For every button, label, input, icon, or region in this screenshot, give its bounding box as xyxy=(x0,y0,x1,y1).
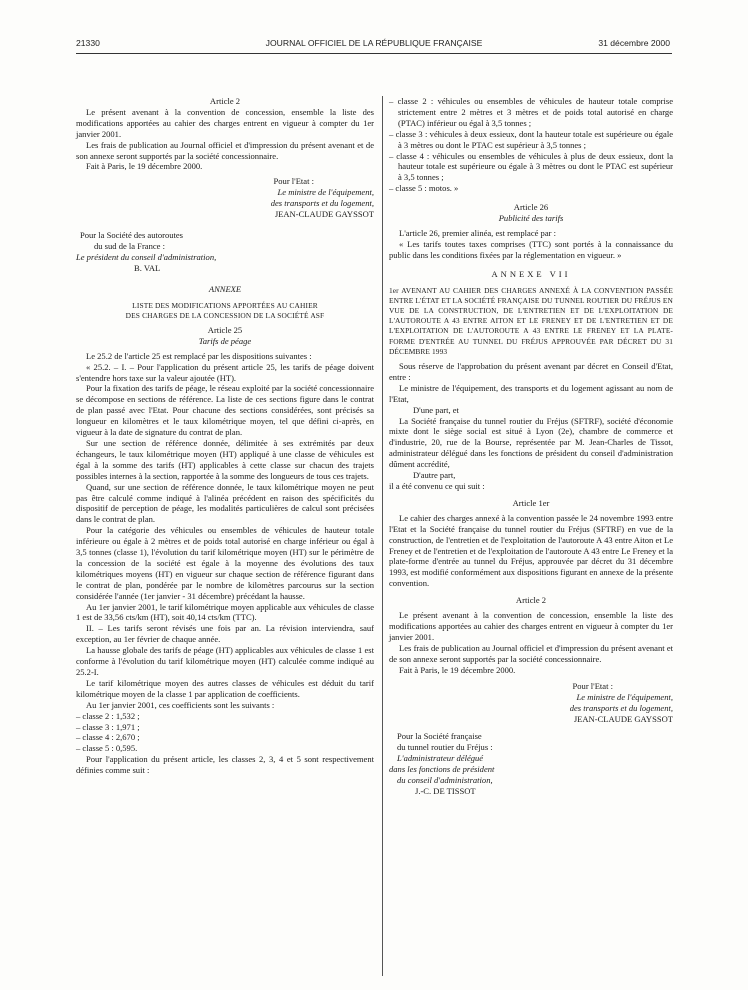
paragraph: Sous réserve de l'approbation du présent avenant par décret en Conseil d'Etat, entre : xyxy=(389,361,673,382)
place-date: Fait à Paris, le 19 décembre 2000. xyxy=(399,664,516,675)
article-heading: Article 2 xyxy=(515,595,547,606)
paragraph: Quand, sur une section de référence donnée, le taux kilométrique moyen ne peut pas être calculé comme indiqué à l'alinéa précédent en raison des spécificités du dispositif de perception de péage, les modalités particulières de calcul sont précisées dans le contrat de plan. xyxy=(76,481,374,525)
signature-line: du conseil d'administration, xyxy=(397,774,493,785)
signature-line: Pour la Société française xyxy=(397,731,482,742)
signature-line: Le ministre de l'équipement, xyxy=(576,692,673,703)
page-number: 21330 xyxy=(76,38,100,48)
article-heading: Article 2 xyxy=(209,96,241,106)
signature-line: Pour l'Etat : xyxy=(572,681,613,692)
journal-title: JOURNAL OFFICIEL DE LA RÉPUBLIQUE FRANÇAISE xyxy=(265,38,483,48)
paragraph: D'une part, et xyxy=(413,404,459,415)
list-item: – classe 4 : véhicules ou ensembles de véhicules à plus de deux essieux, dont la hauteur totale est supérieure ou égale à 3 mètres ou dont le PTAC est supérieur à 3,5 tonnes ; xyxy=(389,150,673,183)
annexe-subtitle: 1er AVENANT AU CAHIER DES CHARGES ANNEXÉ À LA CONVENTION PASSÉE ENTRE L'ÉTAT ET LA SOCIÉTÉ FRANÇAISE DU TUNNEL ROUTIER DU FRÉJUS EN VUE DE LA CONSTRUCTION, DE L'ENTRETIEN ET DE L'EXPLOITATION DE L'AUTOROUTE A 43 ENTRE AITON ET LE FRENEY ET DE L'ENTRETIEN ET DE L'EXPLOITATION DE L'AUTOROUTE A 43 ENTRE LE FRENEY ET LA PLATE-FORME D'ENTRÉE AU TUNNEL DU FRÉJUS APPROUVÉE PAR DÉCRET DU 31 DÉCEMBRE 1993 xyxy=(389,285,673,356)
paragraph: Sur une section de référence donnée, délimitée à ses extrémités par deux échangeurs, le taux kilométrique moyen (HT) appliqué à une classe de véhicules est égal à la somme des tarifs (HT) applicables à cette classe sur chacun des trajets possibles internes à la section, rapportée à la somme des longueurs de tous ces trajets. xyxy=(76,437,374,481)
paragraph: Pour la catégorie des véhicules ou ensembles de véhicules de hauteur totale inférieure ou égale à 2 mètres et de poids total autorisé en charge inférieur ou égal à 3,5 tonnes (classe 1), l'évolution du tarif kilométrique moyen (HT) sur le périmètre de la concession de la société est égale à la moyenne des évolutions des taux kilométriques moyens (HT) en vigueur sur chaque section de référence figurant dans le contrat de plan, pondérée par le nombre de kilomètres parcourus sur la section considérée l'année (1er janvier - 31 décembre) précédant la hausse. xyxy=(76,525,374,601)
signature-line: L'administrateur délégué xyxy=(397,752,484,763)
left-column xyxy=(76,96,374,776)
paragraph: Pour la fixation des tarifs de péage, le réseau exploité par la société concessionnaire se décompose en sections de référence. La liste de ces sections figure dans le contrat de plan passé avec l'Etat. Pour chacune des sections considérées, sont précisés sa longueur en kilomètres et le taux kilométrique moyen, tel que défini ci-après, en vigueur à la date de signature du contrat de plan. xyxy=(76,383,374,438)
signature-line: du tunnel routier du Fréjus : xyxy=(397,742,493,753)
signatory-name: JEAN-CLAUDE GAYSSOT xyxy=(274,209,374,220)
annexe-subtitle: DES CHARGES DE LA CONCESSION DE LA SOCIÉTÉ ASF xyxy=(125,310,325,320)
paragraph: L'article 26, premier alinéa, est remplacé par : xyxy=(399,227,556,238)
paragraph: Pour l'application du présent article, les classes 2, 3, 4 et 5 sont respectivement définies comme suit : xyxy=(76,754,374,776)
header-rule xyxy=(76,53,672,54)
signature-line: Le ministre de l'équipement, xyxy=(277,187,374,198)
article-subtitle: Tarifs de péage xyxy=(198,335,252,346)
paragraph: « 25.2. – I. – Pour l'application du présent article 25, les tarifs de péage doivent s'entendre hors taxe sur la valeur ajoutée (HT). xyxy=(76,361,374,383)
column-rule xyxy=(382,96,383,976)
list-item: – classe 2 : 1,532 ; xyxy=(76,710,140,721)
list-item: – classe 3 : véhicules à deux essieux, dont la hauteur totale est supérieure ou égale à 3 mètres ou dont le PTAC est supérieur à 3,5 tonnes ; xyxy=(389,128,673,150)
paragraph: II. – Les tarifs seront révisés une fois par an. La révision interviendra, sauf exception, au 1er février de chaque année. xyxy=(76,623,374,645)
paragraph: Le 25.2 de l'article 25 est remplacé par les dispositions suivantes : xyxy=(86,350,312,361)
list-item: – classe 4 : 2,670 ; xyxy=(76,732,140,743)
annexe-title: ANNEXE VII xyxy=(491,268,571,279)
article-heading: Article 1er xyxy=(512,497,550,508)
paragraph: Le tarif kilométrique moyen des autres classes de véhicules est déduit du tarif kilométrique moyen de la classe 1 par application de coefficients. xyxy=(76,677,374,699)
signatory-name: JEAN-CLAUDE GAYSSOT xyxy=(573,714,673,725)
paragraph: Au 1er janvier 2001, le tarif kilométrique moyen applicable aux véhicules de classe 1 est de 33,56 cts/km (HT), soit 40,14 cts/km (TTC). xyxy=(76,601,374,623)
paragraph: Le présent avenant à la convention de concession, ensemble la liste des modifications apportées au cahier des charges entrent en vigueur à compter du 1er janvier 2001. xyxy=(76,106,374,139)
running-header xyxy=(0,38,748,52)
signatory-name: J.-C. DE TISSOT xyxy=(415,785,476,796)
signature-line: des transports et du logement, xyxy=(270,198,374,209)
list-item: – classe 2 : véhicules ou ensembles de véhicules de hauteur totale comprise strictement entre 2 mètres et 3 mètres et de poids total autorisé en charge (PTAC) inférieur ou égal à 3,5 tonnes ; xyxy=(389,96,673,128)
annexe-title: ANNEXE xyxy=(208,283,242,294)
paragraph: « Les tarifs toutes taxes comprises (TTC) sont portés à la connaissance du public dans les conditions fixées par la réglementation en vigueur. » xyxy=(389,238,673,260)
list-item: – classe 3 : 1,971 ; xyxy=(76,721,140,732)
annexe-subtitle: LISTE DES MODIFICATIONS APPORTÉES AU CAHIER xyxy=(132,300,318,310)
paragraph: Le cahier des charges annexé à la convention passée le 24 novembre 1993 entre l'Etat et la Société française du tunnel routier du Fréjus (SFTRF) en vue de la construction, de l'entretien et de l'exploitation de l'autoroute A 43 entre Aiton et Le Freney et de l'entretien et de l'exploitation de l'autoroute A 43 entre Le Freney et la plate-forme d'entrée au tunnel du Fréjus, approuvée par décret du 31 décembre 1993, est modifié conformément aux dispositions figurant en annexe de la présente convention. xyxy=(389,512,673,589)
article-subtitle: Publicité des tarifs xyxy=(498,213,564,224)
paragraph: Au 1er janvier 2001, ces coefficients sont les suivants : xyxy=(86,699,275,710)
article-heading: Article 25 xyxy=(207,324,243,335)
place-date: Fait à Paris, le 19 décembre 2000. xyxy=(86,161,203,172)
paragraph: La Société française du tunnel routier du Fréjus (SFTRF), société d'économie mixte dont le siège social est situé à Lyon (2e), chambre de commerce et d'industrie, 20, rue de la Bourse, représentée par M. Jean-Charles de Tissot, administrateur délégué dans les fonctions de président du conseil d'administration dûment accrédité, xyxy=(389,415,673,470)
paragraph: Les frais de publication au Journal officiel et d'impression du présent avenant et de son annexe seront supportés par la société concessionnaire. xyxy=(76,139,374,161)
signature-line: Le président du conseil d'administration, xyxy=(76,251,217,262)
signature-line: Pour la Société des autoroutes xyxy=(80,229,184,240)
signatory-name: B. VAL xyxy=(134,262,161,273)
paragraph: D'autre part, xyxy=(413,470,456,481)
signature-line: Pour l'Etat : xyxy=(273,176,314,187)
signature-line: des transports et du logement, xyxy=(569,703,673,714)
issue-date: 31 décembre 2000 xyxy=(598,38,670,48)
list-item: – classe 5 : motos. » xyxy=(389,183,459,194)
paragraph: Les frais de publication au Journal officiel et d'impression du présent avenant et de son annexe seront supportés par la société concessionnaire. xyxy=(389,642,673,664)
paragraph: Le ministre de l'équipement, des transports et du logement agissant au nom de l'Etat, xyxy=(389,382,673,404)
paragraph: il a été convenu ce qui suit : xyxy=(389,480,485,491)
article-heading: Article 26 xyxy=(513,202,549,213)
paragraph: La hausse globale des tarifs de péage (HT) applicables aux véhicules de classe 1 est conforme à l'évolution du tarif kilométrique moyen (HT) calculée comme indiqué au 25.2-I. xyxy=(76,645,374,677)
signature-line: dans les fonctions de président xyxy=(389,763,495,774)
list-item: – classe 5 : 0,595. xyxy=(76,743,138,754)
paragraph: Le présent avenant à la convention de concession, ensemble la liste des modifications apportées au cahier des charges entrent en vigueur à compter du 1er janvier 2001. xyxy=(389,610,673,642)
right-column xyxy=(389,96,673,797)
signature-line: du sud de la France : xyxy=(94,240,165,251)
